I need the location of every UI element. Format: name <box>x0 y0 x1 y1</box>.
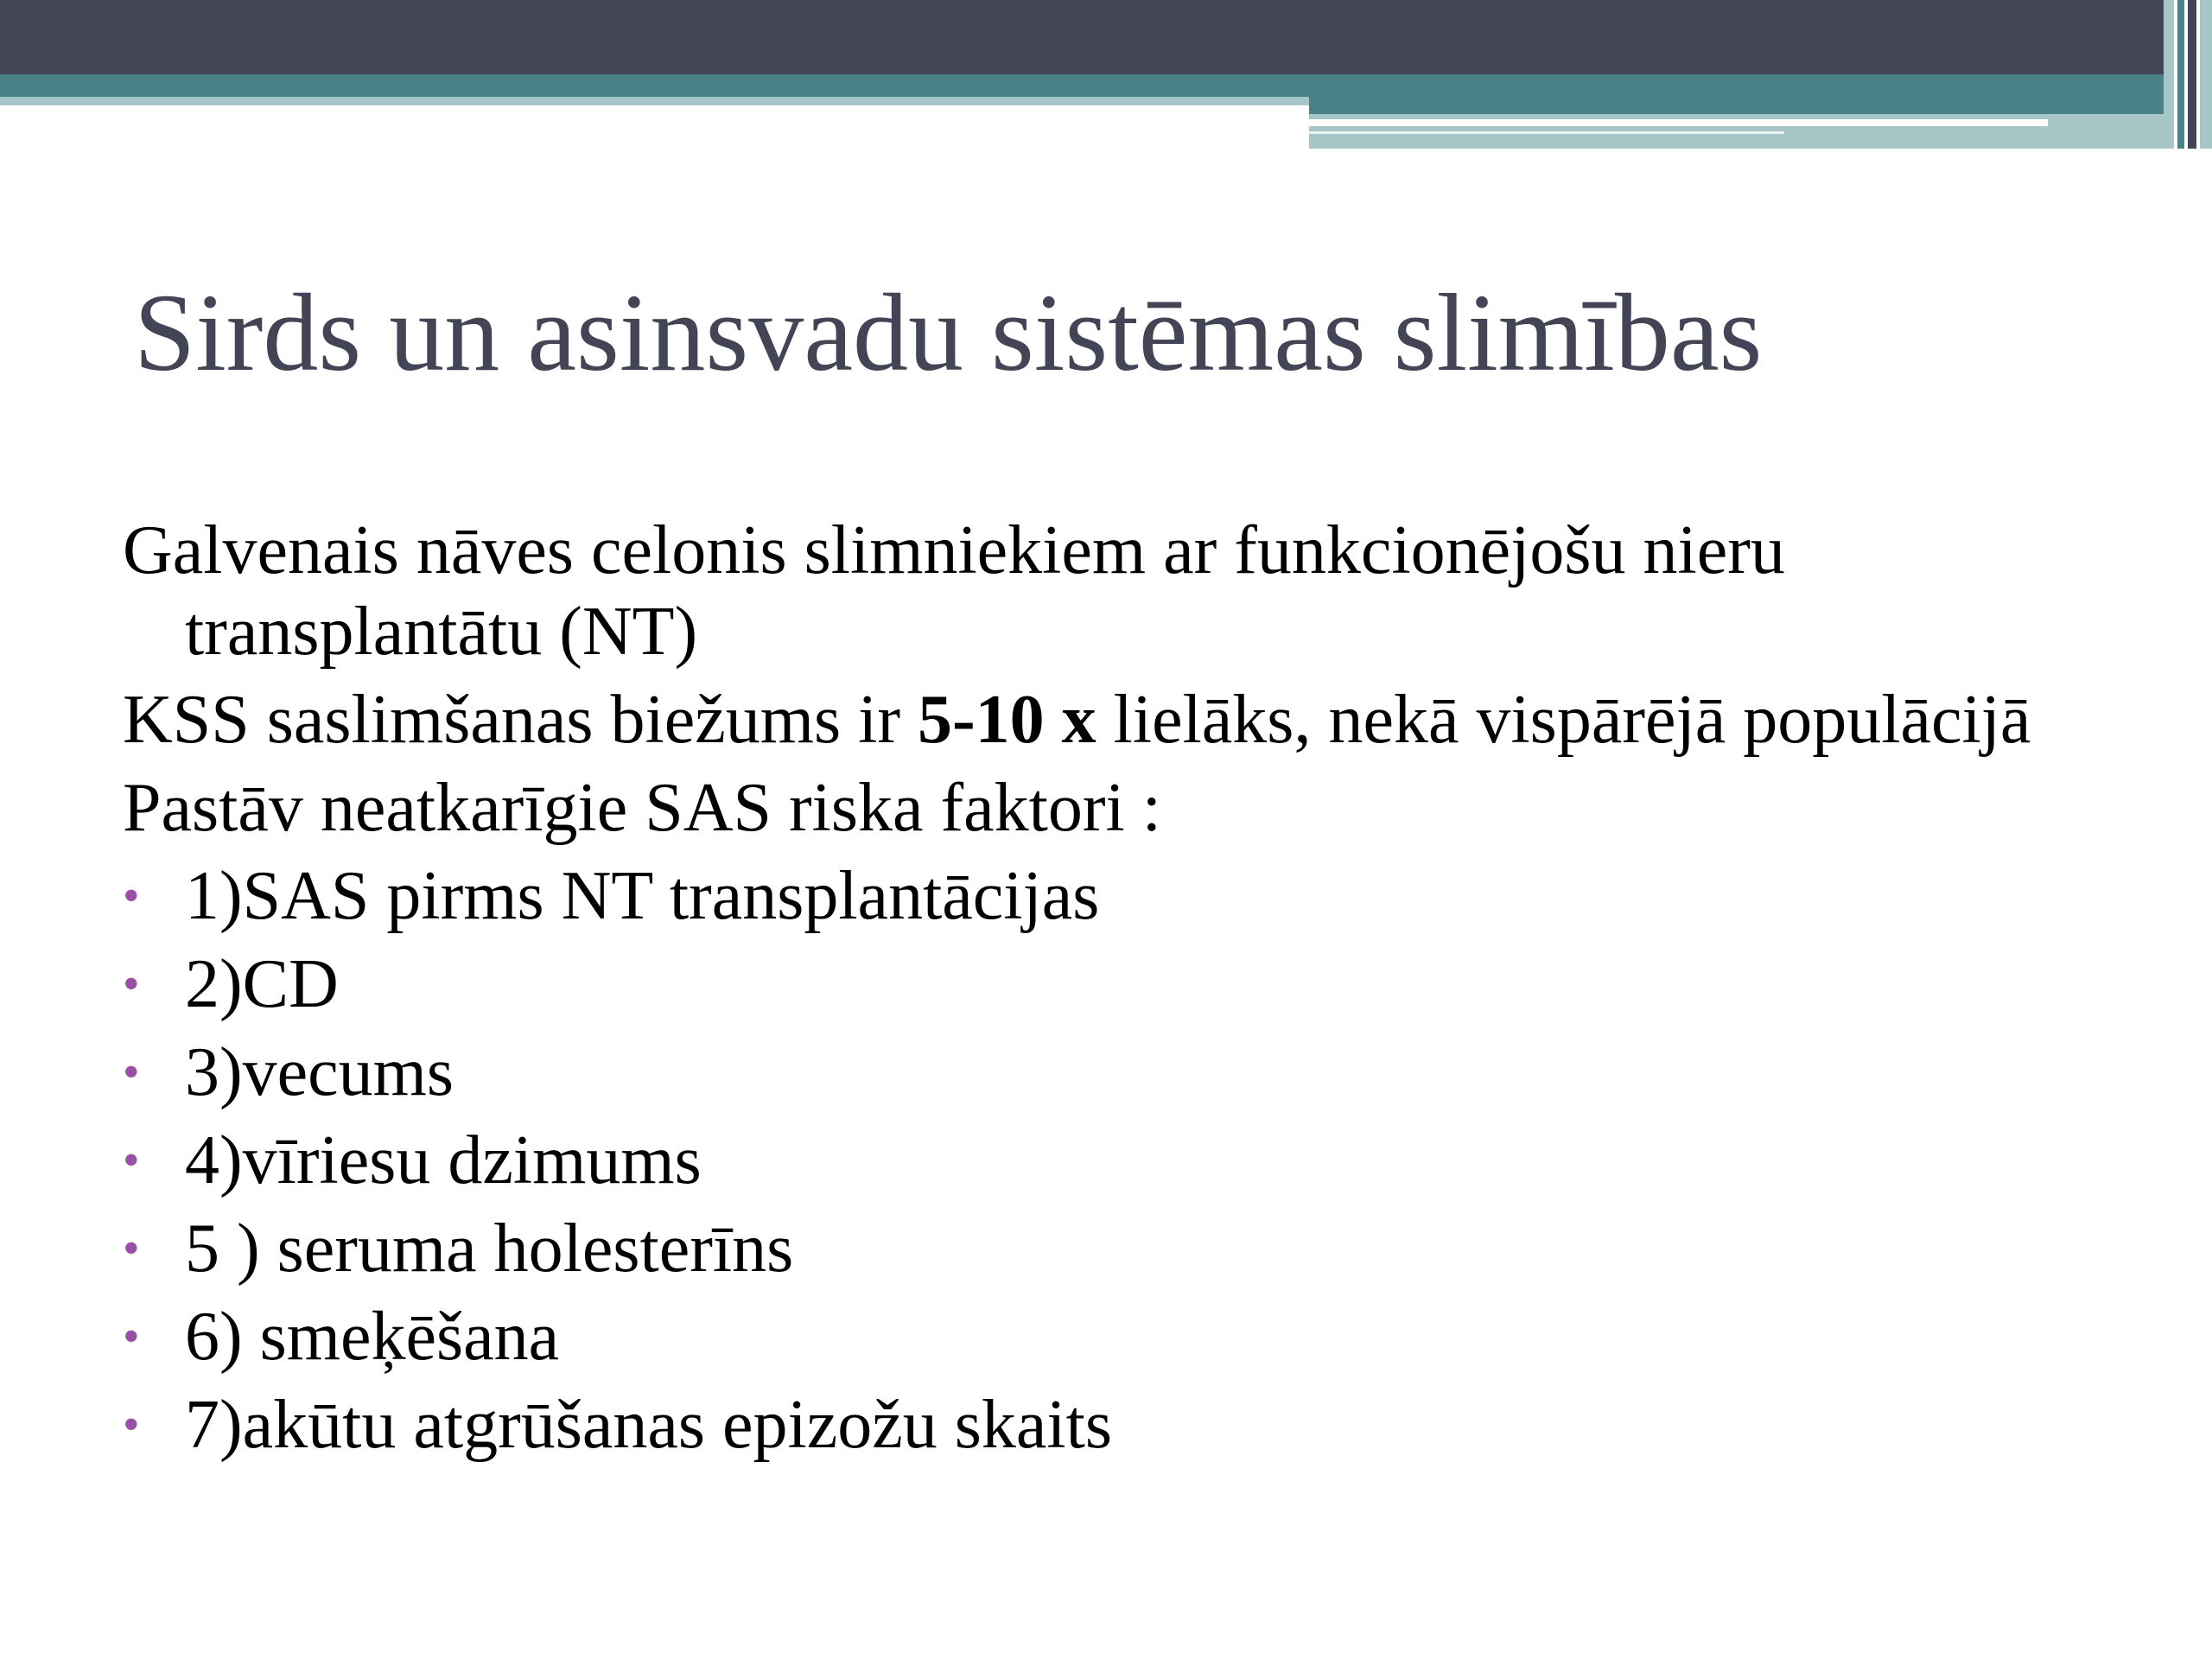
paragraph-incidence <box>123 679 2110 760</box>
incidence-text-after: lielāks, nekā vispārējā populācijā <box>1096 682 2031 758</box>
bullet-icon: • <box>123 1046 140 1099</box>
list-item <box>123 944 2110 1025</box>
header-teal-bar-right <box>1309 74 2212 114</box>
bullet-icon: • <box>123 1310 140 1363</box>
list-item <box>123 1032 2110 1113</box>
edge-stripe <box>2188 0 2196 149</box>
list-item <box>123 855 2110 937</box>
edge-stripe <box>2177 0 2184 149</box>
header-white-line-thin <box>1309 131 1784 134</box>
list-item-text: 5 ) seruma holesterīns <box>185 1211 794 1287</box>
list-item-text: 7)akūtu atgrūšanas epizožu skaits <box>185 1387 1113 1463</box>
header-light-bar-left <box>0 97 1309 105</box>
list-item <box>123 1384 2110 1465</box>
header-dark-bar <box>0 0 2212 74</box>
header-teal-bar-left <box>0 74 1309 97</box>
list-item-text: 6) smeķēšana <box>185 1299 560 1375</box>
edge-stripe <box>2164 0 2174 149</box>
incidence-multiplier: 5-10 x <box>917 682 1096 758</box>
incidence-text-before: KSS saslimšanas biežums ir <box>123 682 918 758</box>
list-item-text: 4)vīriesu dzimums <box>185 1122 702 1198</box>
edge-stripe <box>2200 0 2212 149</box>
slide-body <box>123 510 2110 1472</box>
bullet-icon: • <box>123 1134 140 1187</box>
list-item <box>123 1296 2110 1377</box>
bullet-icon: • <box>123 1398 140 1452</box>
list-item <box>123 1120 2110 1201</box>
bullet-icon: • <box>123 957 140 1011</box>
paragraph-main-cause: Galvenais nāves celonis slimniekiem ar funkcionējošu nieru transplantātu (NT) <box>123 512 1785 670</box>
header-edge-stripes <box>2143 0 2212 149</box>
list-item <box>123 1208 2110 1289</box>
bullet-icon: • <box>123 1222 140 1275</box>
paragraph-risk-factors-intro: Pastāv neatkarīgie SAS riska faktori : <box>123 770 1161 846</box>
list-item-text: 3)vecums <box>185 1034 454 1110</box>
slide-title: Sirds un asinsvadu sistēmas slimības <box>134 271 1763 394</box>
header-white-line <box>1309 119 2048 126</box>
list-item-text: 2)CD <box>185 946 339 1022</box>
bullet-icon: • <box>123 869 140 923</box>
list-item-text: 1)SAS pirms NT transplantācijas <box>185 858 1100 934</box>
